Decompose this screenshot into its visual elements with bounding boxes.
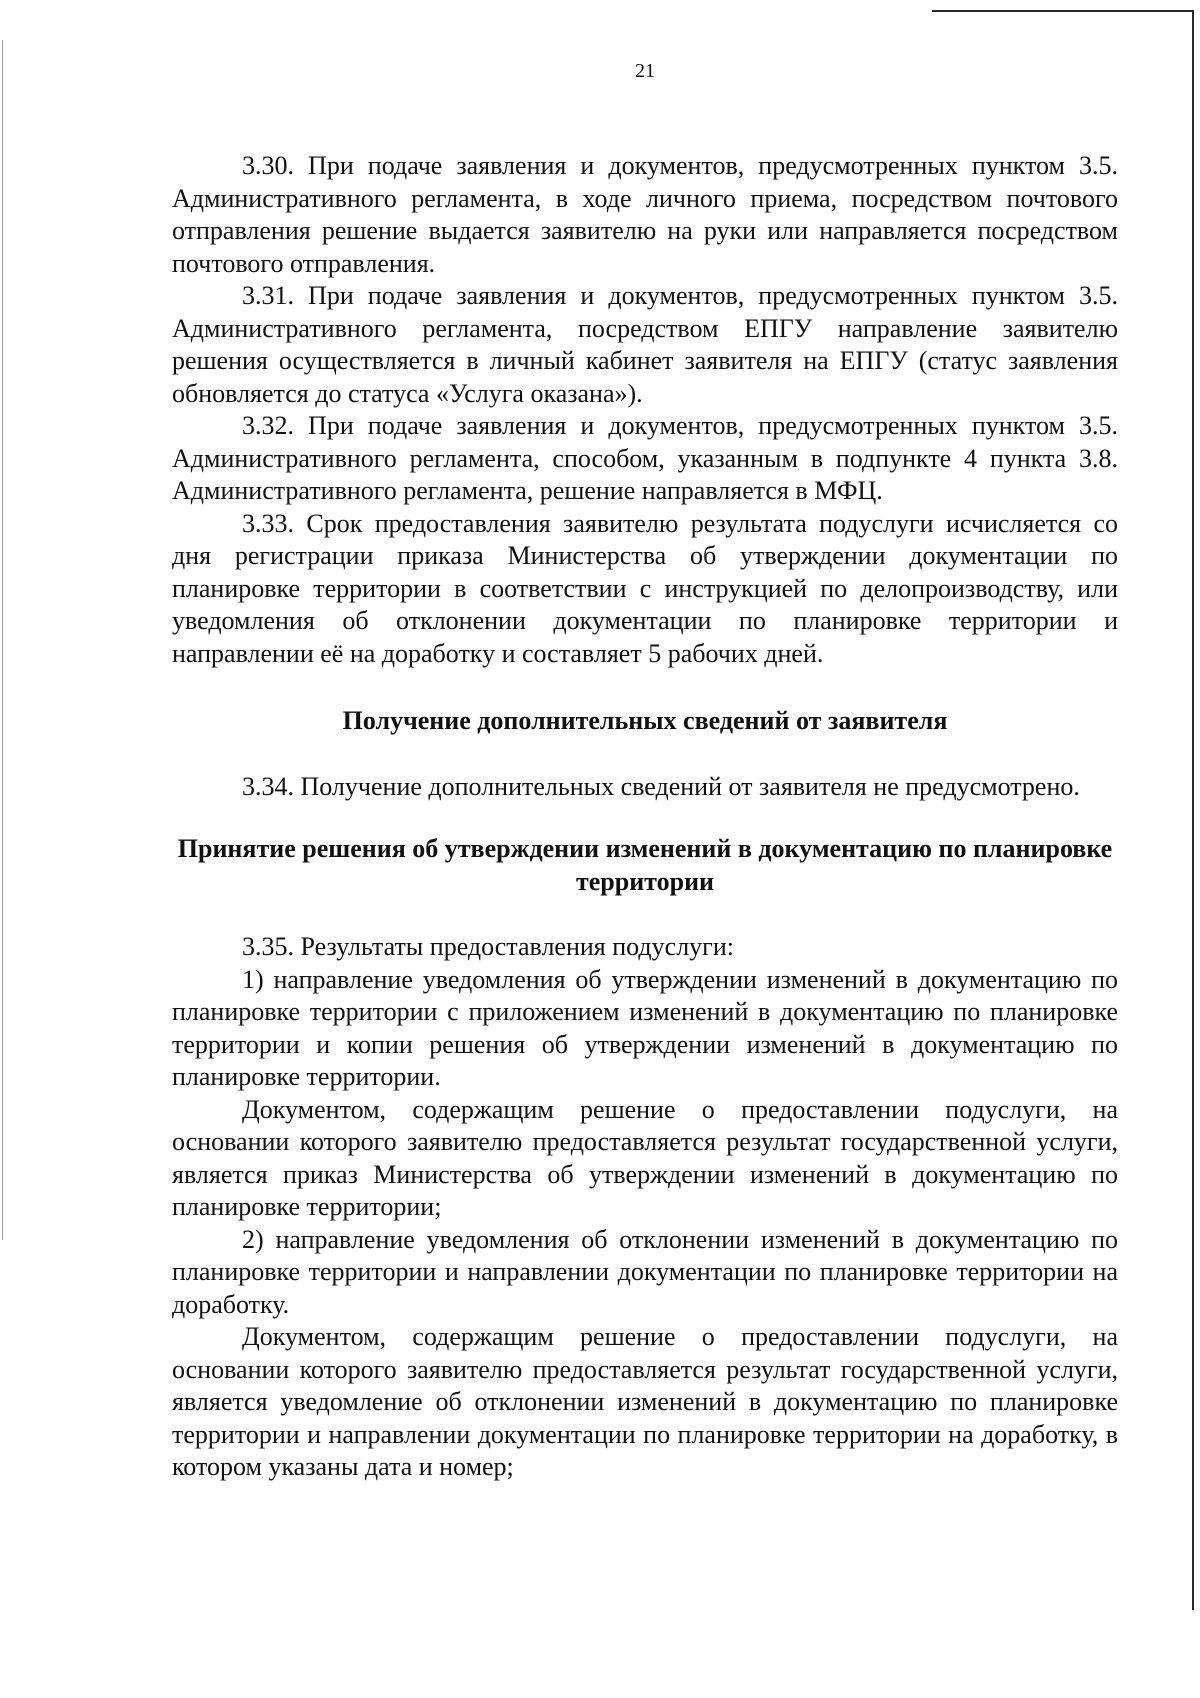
paragraph-3-32: 3.32. При подаче заявления и документов, предусмотренных пунктом 3.5. Административного регламента, способом, указанным в подпункте 4 пункта 3.8. Административного регламента, решение направляется в МФЦ.: [172, 411, 1118, 505]
paragraph-decision-document-1: Документом, содержащим решение о предоставлении подуслуги, на основании которого заявителю предоставляется результат государственной услуги, является приказ Министерства об утверждении изменений в документацию по планировке территории;: [172, 1094, 1118, 1221]
paragraph-3-34: 3.34. Получение дополнительных сведений от заявителя не предусмотрено.: [242, 771, 1080, 801]
paragraph-3-30: 3.30. При подаче заявления и документов, предусмотренных пунктом 3.5. Административного регламента, в ходе личного приема, посредством почтового отправления решение выдается заявителю на руки или направляется посредством почтового отправления.: [172, 151, 1118, 278]
document-body: [172, 150, 1118, 1484]
paragraph-3-35: 3.35. Результаты предоставления подуслуги:: [242, 932, 734, 961]
paragraph-3-31: 3.31. При подаче заявления и документов, предусмотренных пунктом 3.5. Административного регламента, посредством ЕПГУ направление заявителю решения осуществляется в личный кабинет заявителя на ЕПГУ (статус заявления обновляется до статуса «Услуга оказана»).: [172, 281, 1118, 408]
scan-border-top: [932, 10, 1194, 12]
paragraph-decision-document-2: Документом, содержащим решение о предоставлении подуслуги, на основании которого заявителю предоставляется результат государственной услуги, является уведомление об отклонении изменений в документацию по планировке территории и направлении документации по планировке территории на доработку, в котором указаны дата и номер;: [172, 1322, 1118, 1481]
paragraph-3-33: 3.33. Срок предоставления заявителю результата подуслуги исчисляется со дня регистрации приказа Министерства об утверждении документации по планировке территории в соответствии с инструкцией по делопроизводству, или уведомления об отклонении документации по планировке территории и направлении её на доработку и составляет 5 рабочих дней.: [172, 508, 1118, 668]
list-item-1: 1) направление уведомления об утверждении изменений в документацию по планировке территории с приложением изменений в документацию по планировке территории и копии решения об утверждении изменений в документацию по планировке территории.: [172, 964, 1118, 1091]
list-item-2: 2) направление уведомления об отклонении изменений в документацию по планировке территории и направлении документации по планировке территории на доработку.: [172, 1224, 1118, 1319]
page-number: 21: [635, 60, 655, 82]
scan-border-left: [2, 40, 3, 1240]
section-heading-decision: Принятие решения об утверждении изменений в документацию по планировке территории: [177, 834, 1113, 896]
scan-border-right: [1192, 10, 1194, 1610]
section-heading-additional-info: Получение дополнительных сведений от заявителя: [342, 706, 948, 735]
